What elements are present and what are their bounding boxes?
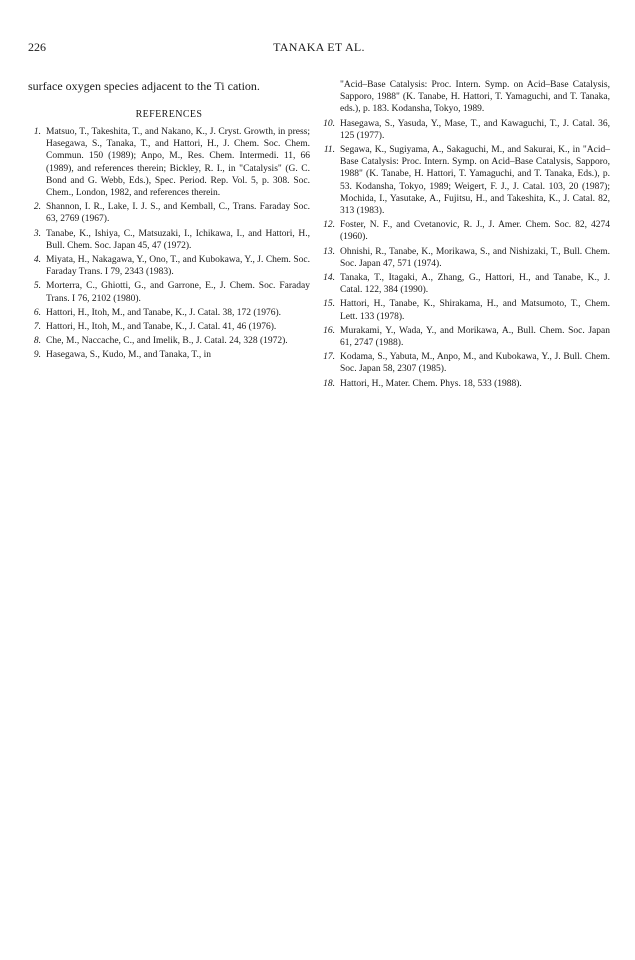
reference-text: Che, M., Naccache, C., and Imelik, B., J. Catal. 24, 328 (1972). bbox=[46, 336, 288, 347]
reference-text: Tanaka, T., Itagaki, A., Zhang, G., Hattori, H., and Tanabe, K., J. Catal. 122, 384 (1990). bbox=[340, 273, 610, 296]
reference-number: 3. bbox=[33, 228, 41, 239]
reference-text: Tanabe, K., Ishiya, C., Matsuzaki, I., Ichikawa, I., and Hattori, H., Bull. Chem. Soc. Japan 45, 47 (1972). bbox=[46, 228, 310, 251]
right-column bbox=[322, 79, 610, 392]
reference-number: 10. bbox=[323, 118, 335, 129]
reference-text: Matsuo, T., Takeshita, T., and Nakano, K., J. Cryst. Growth, in press; Hasegawa, S., Tanaka, T., and Hattori, H., J. Chem. Soc. Chem. Commun. 150 (1989); Anpo, M., Res. Chem. Intermedi. 11, 66 (1989), and references therein; Bickley, R. I., in "Catalysis" (G. C. Bond and G. Webb, Eds.), Spec. Period. Rep. Vol. 5, p. 308. Soc. Chem., London, 1982, and references therein. bbox=[46, 127, 310, 199]
reference-text: Kodama, S., Yabuta, M., Anpo, M., and Kubokawa, Y., J. Bull. Chem. Soc. Japan 58, 2307 (1985). bbox=[340, 352, 610, 375]
reference-list-right bbox=[322, 118, 610, 390]
running-head: TANAKA ET AL. bbox=[273, 40, 365, 54]
reference-item bbox=[322, 298, 610, 322]
reference-text: Segawa, K., Sugiyama, A., Sakaguchi, M., and Sakurai, K., in "Acid–Base Catalysis: Proc. Intern. Symp. on Acid–Base Catalysis, Sapporo, 1988" (K. Tanabe, H. Hattori, T. Yamaguchi, and T. Tanaka, Eds.), p. 53. Kodansha, Tokyo, 1989; Weigert, F. J., J. Catal. 103, 20 (1987); Mochida, I., Yasutake, A., Fujitsu, H., and Takeshita, K., J. Catal. 82, 313 (1983). bbox=[340, 145, 610, 217]
reference-item bbox=[28, 335, 310, 347]
reference-text: Hasegawa, S., Yasuda, Y., Mase, T., and Kawaguchi, T., J. Catal. 36, 125 (1977). bbox=[340, 118, 610, 141]
reference-item bbox=[28, 126, 310, 199]
reference-number: 12. bbox=[323, 220, 335, 231]
reference-number: 5. bbox=[33, 281, 41, 292]
reference-text: Morterra, C., Ghiotti, G., and Garrone, E., J. Chem. Soc. Faraday Trans. I 76, 2102 (1980). bbox=[46, 281, 310, 304]
reference-number: 17. bbox=[323, 352, 335, 363]
reference-number: 2. bbox=[33, 202, 41, 213]
reference-number: 6. bbox=[33, 307, 41, 318]
reference-number: 15. bbox=[323, 299, 335, 310]
reference-text: Hattori, H., Mater. Chem. Phys. 18, 533 (1988). bbox=[340, 378, 522, 389]
reference-item bbox=[28, 254, 310, 278]
reference-continuation: "Acid–Base Catalysis: Proc. Intern. Symp. on Acid–Base Catalysis, Sapporo, 1988" (K. Tanabe, H. Hattori, T. Yamaguchi, and T. Tanaka, eds.), p. 183. Kodansha, Tokyo, 1989. bbox=[340, 80, 610, 115]
reference-number: 4. bbox=[33, 255, 41, 266]
page-header bbox=[28, 40, 610, 56]
reference-item bbox=[28, 321, 310, 333]
reference-item bbox=[28, 307, 310, 319]
reference-text: Miyata, H., Nakagawa, Y., Ono, T., and Kubokawa, Y., J. Chem. Soc. Faraday Trans. I 79, 2343 (1983). bbox=[46, 255, 310, 278]
reference-number: 9. bbox=[33, 350, 41, 361]
reference-item bbox=[28, 228, 310, 252]
reference-number: 13. bbox=[323, 246, 335, 257]
reference-item bbox=[322, 246, 610, 270]
reference-list-left bbox=[28, 126, 310, 362]
reference-text: Hattori, H., Tanabe, K., Shirakama, H., and Matsumoto, T., Chem. Lett. 133 (1978). bbox=[340, 299, 610, 322]
reference-number: 16. bbox=[323, 325, 335, 336]
reference-item bbox=[322, 325, 610, 349]
reference-number: 7. bbox=[33, 322, 41, 333]
reference-number: 1. bbox=[33, 127, 41, 137]
reference-number: 18. bbox=[323, 378, 335, 389]
reference-text: Hattori, H., Itoh, M., and Tanabe, K., J. Catal. 38, 172 (1976). bbox=[46, 307, 282, 318]
reference-item bbox=[322, 351, 610, 375]
reference-item bbox=[28, 201, 310, 225]
reference-number: 14. bbox=[323, 273, 335, 284]
reference-text: Hattori, H., Itoh, M., and Tanabe, K., J. Catal. 41, 46 (1976). bbox=[46, 322, 277, 333]
reference-text: Shannon, I. R., Lake, I. J. S., and Kemball, C., Trans. Faraday Soc. 63, 2769 (1967). bbox=[46, 202, 310, 225]
reference-item bbox=[322, 144, 610, 217]
page-number: 226 bbox=[28, 40, 46, 54]
left-column bbox=[28, 79, 310, 364]
reference-item bbox=[322, 118, 610, 142]
reference-text: Hasegawa, S., Kudo, M., and Tanaka, T., in bbox=[46, 350, 212, 361]
reference-item bbox=[322, 378, 610, 390]
reference-item bbox=[28, 280, 310, 304]
reference-text: Murakami, Y., Wada, Y., and Morikawa, A., Bull. Chem. Soc. Japan 61, 2747 (1988). bbox=[340, 325, 610, 349]
reference-number: 8. bbox=[33, 336, 41, 347]
body-paragraph: surface oxygen species adjacent to the Ti cation. bbox=[28, 79, 260, 93]
reference-text: Foster, N. F., and Cvetanovic, R. J., J. Amer. Chem. Soc. 82, 4274 (1960). bbox=[340, 220, 610, 243]
reference-item bbox=[322, 219, 610, 243]
reference-text: Ohnishi, R., Tanabe, K., Morikawa, S., and Nishizaki, T., Bull. Chem. Soc. Japan 47, 571 (1974). bbox=[340, 246, 610, 269]
references-heading: REFERENCES bbox=[135, 109, 203, 120]
reference-item bbox=[28, 349, 310, 361]
reference-item bbox=[322, 272, 610, 296]
reference-number: 11. bbox=[323, 145, 335, 156]
